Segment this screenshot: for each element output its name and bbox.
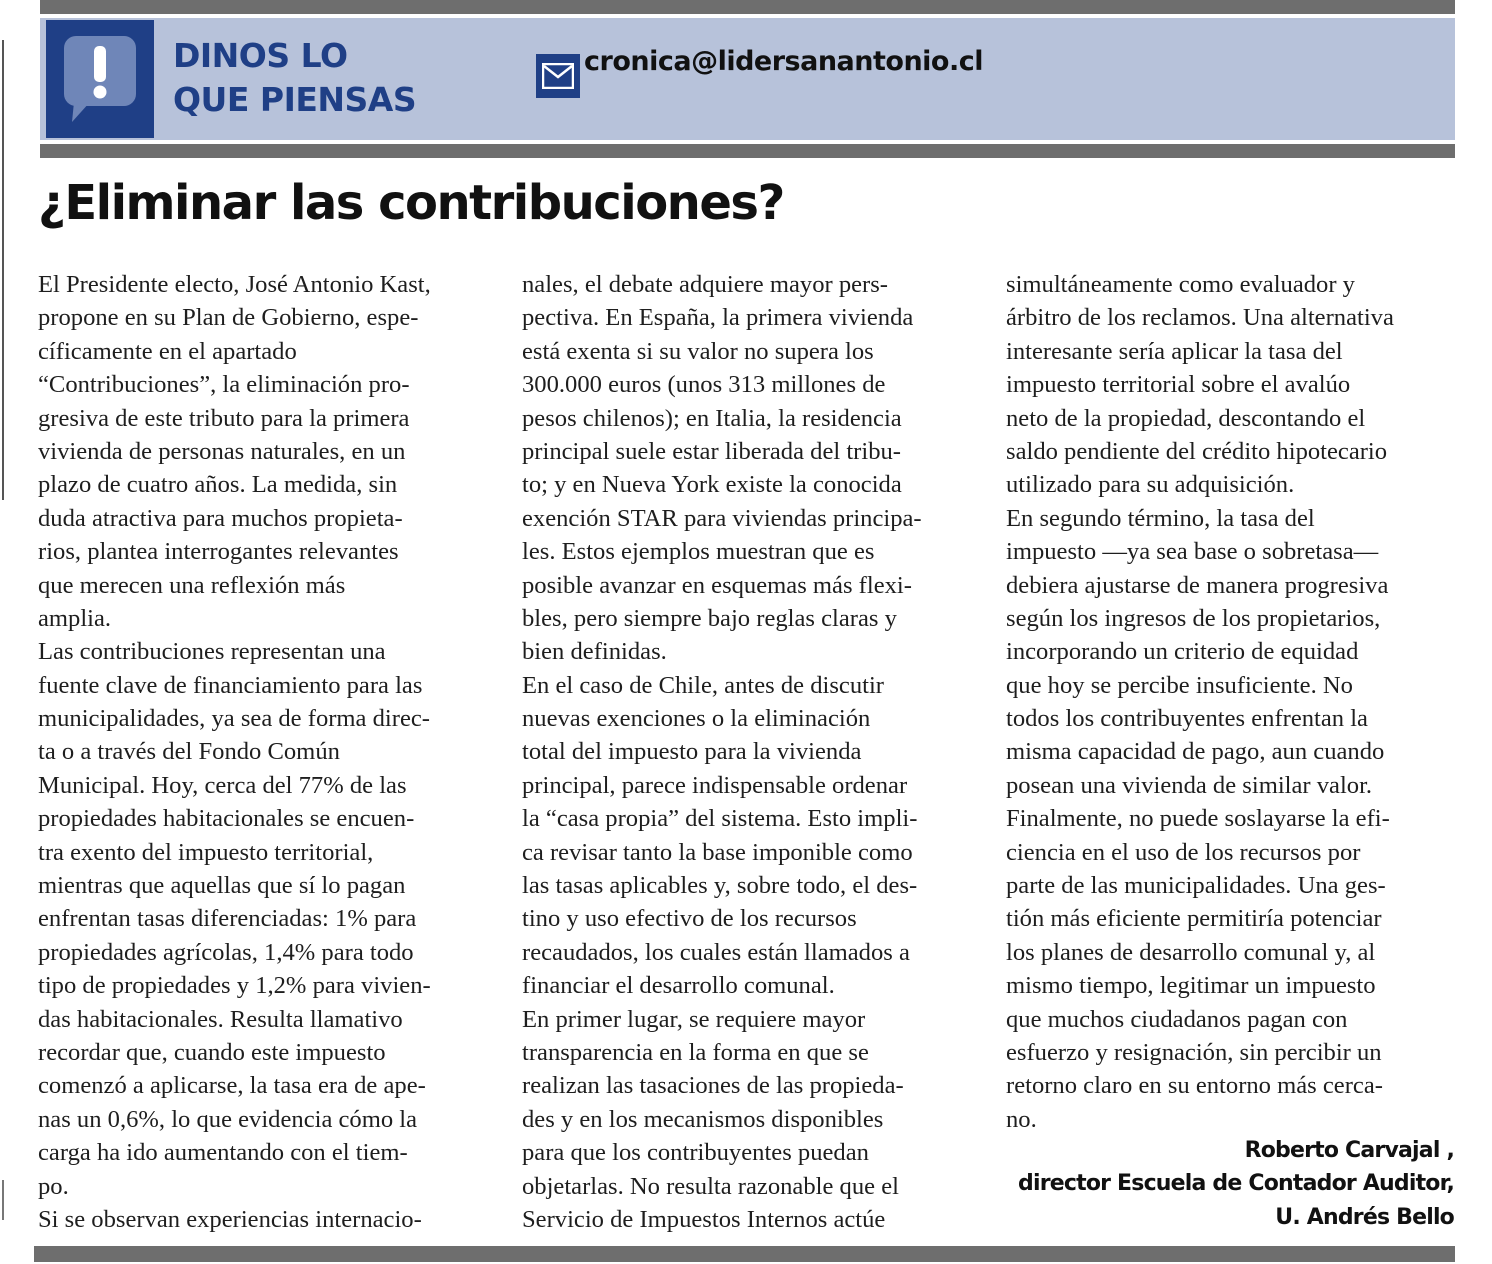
article-text-line: que muchos ciudadanos pagan con — [1006, 1005, 1348, 1033]
section-banner — [40, 18, 1455, 140]
article-text-line: las tasas aplicables y, sobre todo, el des- — [522, 872, 918, 900]
article-text-line: retorno claro en su entorno más cerca- — [1006, 1072, 1383, 1100]
article-text-line: posible avanzar en esquemas más flexi- — [522, 571, 912, 599]
article-text-line: Las contribuciones representan una — [38, 638, 386, 666]
article-text-line: misma capacidad de pago, aun cuando — [1006, 738, 1385, 766]
article-text-line: utilizado para su adquisición. — [1006, 471, 1295, 499]
author-name: Roberto Carvajal , — [1244, 1138, 1454, 1163]
article-text-line: les. Estos ejemplos muestran que es — [522, 538, 875, 566]
article-text-line: propiedades habitacionales se encuen- — [38, 805, 415, 833]
article-text-line: que hoy se percibe insuficiente. No — [1006, 671, 1353, 699]
article-column-1 — [38, 268, 498, 1236]
envelope-icon — [536, 54, 580, 98]
article-text-line: En el caso de Chile, antes de discutir — [522, 671, 884, 699]
article-text-line: financiar el desarrollo comunal. — [522, 972, 835, 1000]
page-edge-line-lower — [2, 1180, 4, 1220]
article-text-line: po. — [38, 1172, 69, 1200]
article-text-line: pesos chilenos); en Italia, la residencia — [522, 404, 902, 432]
article-text-line: tra exento del impuesto territorial, — [38, 838, 374, 866]
article-text-line: to; y en Nueva York existe la conocida — [522, 471, 902, 499]
article-text-line: fuente clave de financiamiento para las — [38, 671, 423, 699]
article-text-line: enfrentan tasas diferenciadas: 1% para — [38, 905, 417, 933]
article-text-line: duda atractiva para muchos propieta- — [38, 504, 403, 532]
article-text-line: Municipal. Hoy, cerca del 77% de las — [38, 771, 407, 799]
article-text-line: municipalidades, ya sea de forma direc- — [38, 705, 430, 733]
article-text-line: “Contribuciones”, la eliminación pro- — [38, 371, 410, 399]
banner-title — [173, 34, 416, 122]
article-text-line: tipo de propiedades y 1,2% para vivien- — [38, 972, 431, 1000]
article-text-line: exención STAR para viviendas principa- — [522, 504, 922, 532]
article-headline: ¿Eliminar las contribuciones? — [38, 175, 784, 231]
article-text-line: ciencia en el uso de los recursos por — [1006, 838, 1361, 866]
article-text-line: El Presidente electo, José Antonio Kast, — [38, 271, 431, 298]
article-text-line: recordar que, cuando este impuesto — [38, 1038, 386, 1066]
article-text-line: saldo pendiente del crédito hipotecario — [1006, 437, 1388, 465]
author-role: director Escuela de Contador Auditor, — [1018, 1171, 1454, 1197]
article-text-line: bien definidas. — [522, 638, 667, 666]
article-text-line: pectiva. En España, la primera vivienda — [522, 304, 914, 332]
article-text-line: simultáneamente como evaluador y — [1006, 271, 1355, 298]
article-text-line: principal suele estar liberada del tribu- — [522, 437, 901, 465]
author-signature — [1018, 1134, 1454, 1234]
banner-title-line1: DINOS LO — [173, 36, 348, 75]
contact-email[interactable]: cronica@lidersanantonio.cl — [584, 46, 983, 77]
article-text-line: vivienda de personas naturales, en un — [38, 437, 406, 465]
banner-title-line2: QUE PIENSAS — [173, 80, 417, 119]
article-text-line: Finalmente, no puede soslayarse la efi- — [1006, 805, 1390, 833]
article-column-2 — [522, 268, 982, 1236]
article-text-line: interesante sería aplicar la tasa del — [1006, 337, 1343, 365]
article-text-line: debiera ajustarse de manera progresiva — [1006, 571, 1389, 599]
article-text-line: que merecen una reflexión más — [38, 571, 346, 599]
article-text-line: posean una vivienda de similar valor. — [1006, 771, 1373, 799]
article-text-line: rios, plantea interrogantes relevantes — [38, 538, 399, 566]
article-text-line: impuesto territorial sobre el avalúo — [1006, 371, 1351, 399]
page-edge-line — [2, 40, 4, 500]
article-text-line: incorporando un criterio de equidad — [1006, 638, 1359, 666]
article-text-line: árbitro de los reclamos. Una alternativa — [1006, 304, 1394, 332]
article-text-line: recaudados, los cuales están llamados a — [522, 938, 910, 966]
article-text-line: ca revisar tanto la base imponible como — [522, 838, 913, 866]
article-text-line: parte de las municipalidades. Una ges- — [1006, 872, 1386, 900]
article-column-3 — [1006, 268, 1456, 1136]
article-text-line: principal, parece indispensable ordenar — [522, 771, 908, 799]
article-text-line: los planes de desarrollo comunal y, al — [1006, 938, 1376, 966]
article-text-line: cíficamente en el apartado — [38, 337, 297, 365]
article-text-line: mientras que aquellas que sí lo pagan — [38, 872, 406, 900]
article-text-line: En segundo término, la tasa del — [1006, 504, 1315, 532]
article-text-line: 300.000 euros (unos 313 millones de — [522, 371, 886, 399]
article-text-line: todos los contribuyentes enfrentan la — [1006, 705, 1368, 733]
article-text-line: das habitacionales. Resulta llamativo — [38, 1005, 403, 1033]
article-text-line: En primer lugar, se requiere mayor — [522, 1005, 866, 1033]
top-rule — [40, 0, 1455, 14]
article-text-line: plazo de cuatro años. La medida, sin — [38, 471, 398, 499]
article-text-line: nuevas exenciones o la eliminación — [522, 705, 871, 733]
article-text-line: bles, pero siempre bajo reglas claras y — [522, 604, 897, 632]
author-institution: U. Andrés Bello — [1275, 1204, 1454, 1230]
article-text-line: transparencia en la forma en que se — [522, 1038, 869, 1066]
article-text-line: comenzó a aplicarse, la tasa era de ape- — [38, 1072, 426, 1100]
article-text-line: amplia. — [38, 604, 112, 632]
article-text-line: des y en los mecanismos disponibles — [522, 1105, 884, 1133]
article-text-line: tino y uso efectivo de los recursos — [522, 905, 857, 933]
article-text-line: neto de la propiedad, descontando el — [1006, 404, 1366, 432]
article-text-line: realizan las tasaciones de las propieda- — [522, 1072, 904, 1100]
article-text-line: mismo tiempo, legitimar un impuesto — [1006, 972, 1376, 1000]
article-text-line: no. — [1006, 1105, 1037, 1133]
article-text-line: gresiva de este tributo para la primera — [38, 404, 410, 432]
article-text-line: carga ha ido aumentando con el tiem- — [38, 1139, 408, 1167]
article-text-line: impuesto —ya sea base o sobretasa— — [1006, 538, 1379, 566]
article-text-line: según los ingresos de los propietarios, — [1006, 604, 1381, 632]
article-text-line: nas un 0,6%, lo que evidencia cómo la — [38, 1105, 418, 1133]
middle-rule — [40, 144, 1455, 158]
article-text-line: esfuerzo y resignación, sin percibir un — [1006, 1038, 1382, 1066]
article-text-line: tión más eficiente permitiría potenciar — [1006, 905, 1382, 933]
article-text-line: total del impuesto para la vivienda — [522, 738, 862, 766]
article-text-line: Servicio de Impuestos Internos actúe — [522, 1205, 886, 1233]
article-text-line: nales, el debate adquiere mayor pers- — [522, 271, 889, 298]
article-text-line: propiedades agrícolas, 1,4% para todo — [38, 938, 414, 966]
article-text-line: la “casa propia” del sistema. Esto impli- — [522, 805, 918, 833]
article-text-line: objetarlas. No resulta razonable que el — [522, 1172, 899, 1200]
article-text-line: Si se observan experiencias internacio- — [38, 1205, 422, 1233]
article-text-line: está exenta si su valor no supera los — [522, 337, 874, 365]
article-text-line: ta o a través del Fondo Común — [38, 738, 340, 766]
article-text-line: para que los contribuyentes puedan — [522, 1139, 869, 1167]
speech-bubble-exclamation-icon — [46, 20, 154, 138]
article-text-line: propone en su Plan de Gobierno, espe- — [38, 304, 419, 332]
bottom-rule — [34, 1246, 1455, 1262]
